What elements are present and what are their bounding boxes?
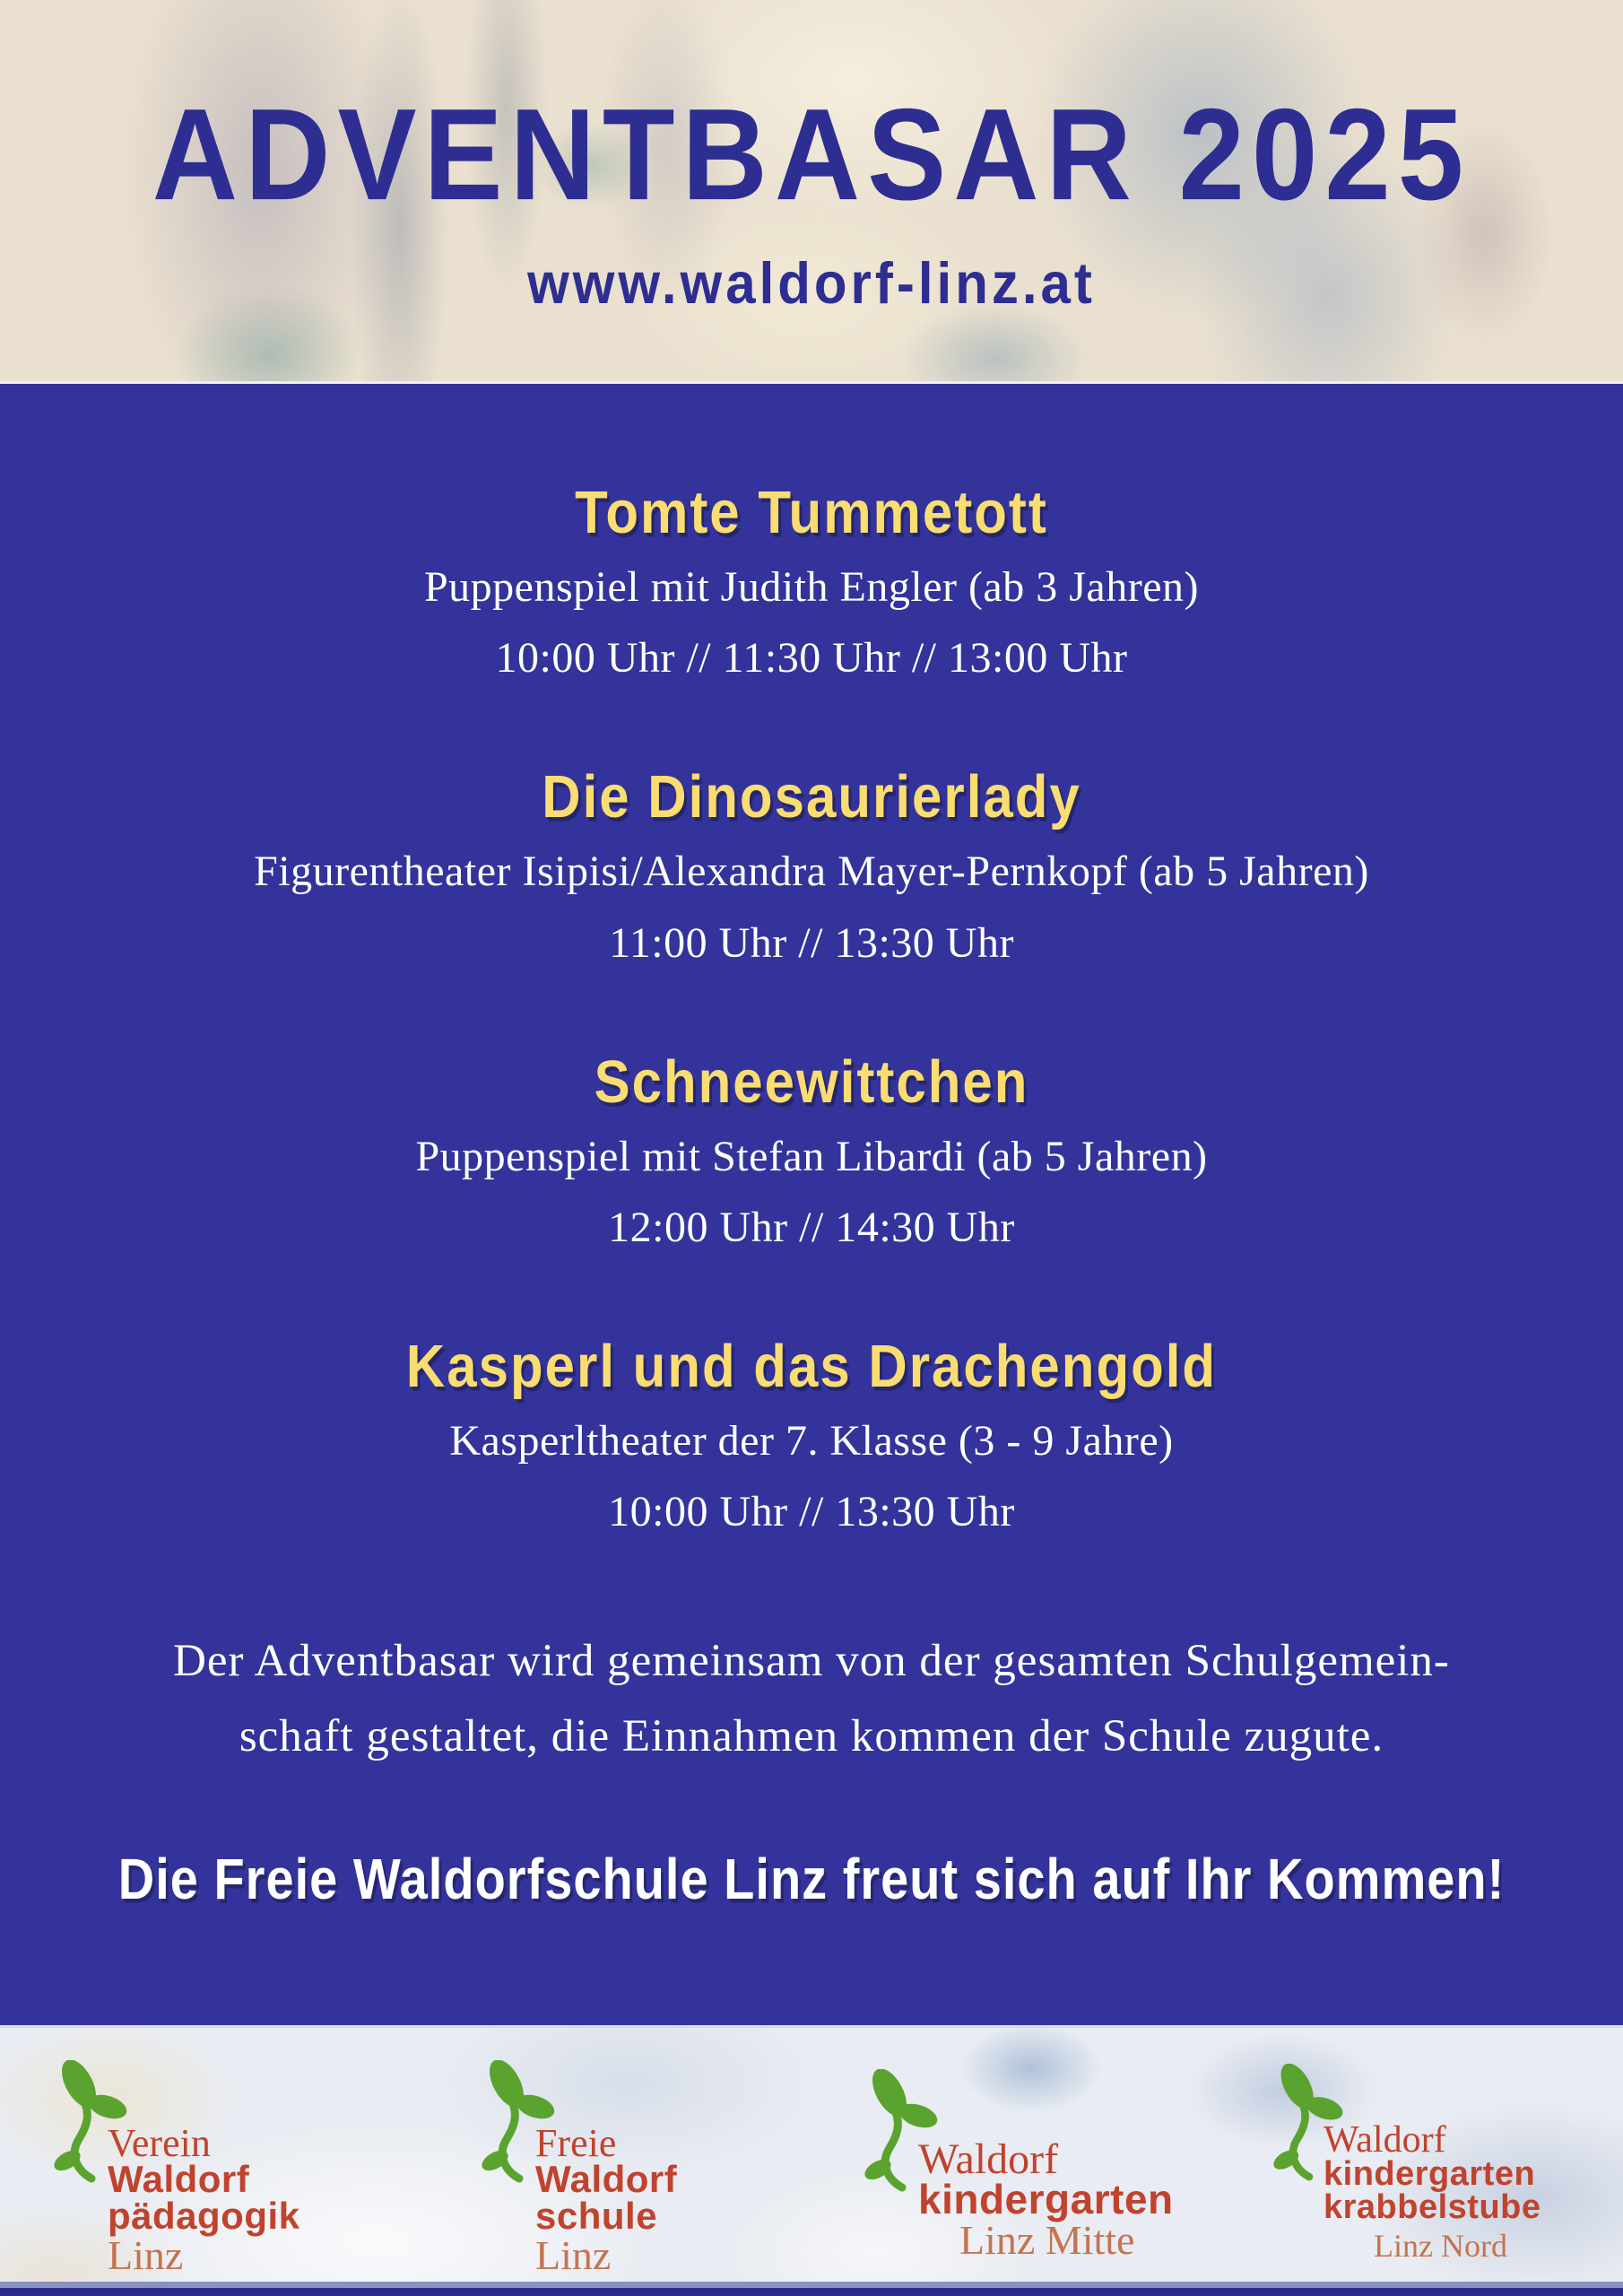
event-block-dinosaurierlady bbox=[0, 765, 1623, 967]
logo-line: Linz bbox=[108, 2231, 184, 2278]
watercolor-footer-art bbox=[0, 2025, 1623, 2282]
logo-text bbox=[918, 2135, 1174, 2263]
logo-line: Freie bbox=[535, 2121, 617, 2165]
closing-text: Die Freie Waldorfschule Linz freut sich auf Ihr Kommen! bbox=[117, 1846, 1506, 1911]
event-block-kasperl-drachengold bbox=[0, 1332, 1623, 1536]
poster-title: ADVENTBASAR 2025 bbox=[152, 82, 1471, 227]
event-title: Tomte Tummetott bbox=[575, 478, 1048, 546]
logo-verein-waldorfpaedagogik-linz bbox=[52, 2060, 300, 2276]
event-block-schneewittchen bbox=[0, 1050, 1623, 1252]
event-times: 10:00 Uhr // 11:30 Uhr // 13:00 Uhr bbox=[495, 634, 1128, 683]
website-url: www.waldorf-linz.at bbox=[527, 250, 1096, 317]
logo-line: kindergarten bbox=[1324, 2155, 1536, 2194]
logo-line: Waldorf bbox=[108, 2158, 250, 2201]
logo-line: krabbelstube bbox=[1324, 2188, 1541, 2227]
event-times: 12:00 Uhr // 14:30 Uhr bbox=[608, 1203, 1015, 1251]
event-title: Die Dinosaurierlady bbox=[542, 763, 1081, 831]
event-description: Figurentheater Isipisi/Alexandra Mayer-Pernkopf (ab 5 Jahren) bbox=[254, 848, 1369, 896]
logo-line: Verein bbox=[108, 2121, 211, 2165]
watercolor-header-art bbox=[0, 0, 1623, 381]
bottom-navy-strip bbox=[0, 2288, 1623, 2296]
logo-line: Linz Nord bbox=[1374, 2228, 1507, 2265]
event-times: 11:00 Uhr // 13:30 Uhr bbox=[609, 918, 1014, 967]
bottom-accent-line bbox=[0, 2282, 1623, 2288]
logo-text bbox=[1324, 2119, 1541, 2265]
logo-text bbox=[108, 2121, 300, 2278]
logo-line: Waldorf bbox=[918, 2135, 1059, 2183]
event-description: Kasperltheater der 7. Klasse (3 - 9 Jahre) bbox=[449, 1417, 1174, 1465]
event-description: Puppenspiel mit Stefan Libardi (ab 5 Jahren) bbox=[415, 1132, 1208, 1180]
event-description: Puppenspiel mit Judith Engler (ab 3 Jahren) bbox=[423, 563, 1199, 611]
logo-line: schule bbox=[535, 2195, 658, 2238]
event-title: Kasperl und das Drachengold bbox=[405, 1332, 1218, 1400]
logo-freie-waldorfschule-linz bbox=[480, 2060, 677, 2276]
logo-waldorfkindergarten-krabbelstube-linz-nord bbox=[1271, 2064, 1541, 2265]
logo-line: Linz Mitte bbox=[959, 2216, 1135, 2263]
note-text bbox=[0, 1623, 1623, 1775]
event-times: 10:00 Uhr // 13:30 Uhr bbox=[608, 1488, 1015, 1536]
event-block-tomte-tummetott bbox=[0, 478, 1623, 683]
logo-line: pädagogik bbox=[108, 2195, 300, 2238]
logo-line: Linz bbox=[535, 2231, 612, 2278]
program-section bbox=[0, 381, 1623, 2025]
event-title: Schneewittchen bbox=[594, 1048, 1029, 1116]
note-line-2: schaft gestaltet, die Einnahmen kommen der Schule zugute. bbox=[239, 1711, 1384, 1762]
logo-line: Waldorf bbox=[535, 2158, 678, 2201]
logo-waldorfkindergarten-linz-mitte bbox=[863, 2069, 1174, 2261]
note-line-1: Der Adventbasar wird gemeinsam von der gesamten Schulgemein- bbox=[173, 1635, 1450, 1686]
logo-line: Waldorf bbox=[1324, 2119, 1446, 2161]
logo-text bbox=[535, 2121, 678, 2278]
logo-line: kindergarten bbox=[918, 2176, 1174, 2223]
